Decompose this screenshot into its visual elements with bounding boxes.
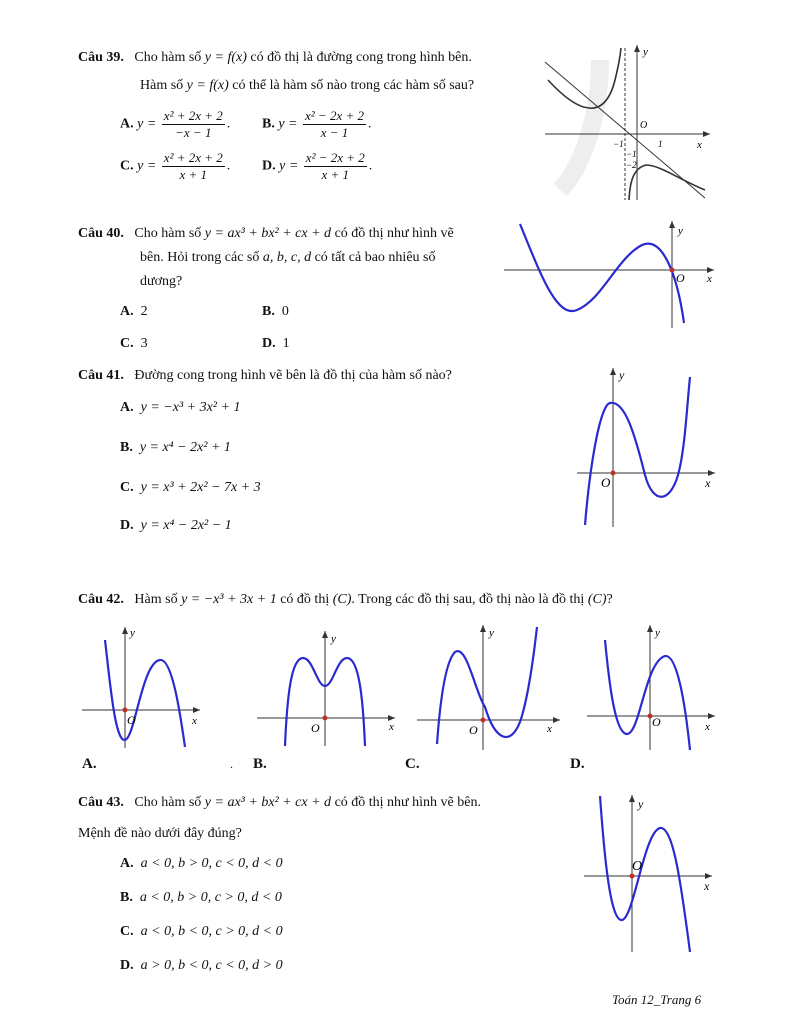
svg-text:x: x	[705, 476, 711, 490]
q43-option-d[interactable]: D. a > 0, b < 0, c < 0, d > 0	[120, 958, 283, 973]
svg-text:−1: −1	[613, 139, 624, 149]
svg-text:x: x	[192, 715, 197, 727]
svg-text:y: y	[643, 46, 648, 58]
q41-option-a[interactable]: A. y = −x³ + 3x² + 1	[120, 400, 241, 415]
q39-graph	[540, 40, 715, 202]
q42-option-c[interactable]: C.	[405, 756, 420, 772]
q42-stray-dot: .	[230, 757, 233, 771]
q41-option-b[interactable]: B. y = x⁴ − 2x² + 1	[120, 440, 231, 455]
svg-text:O: O	[676, 271, 685, 285]
q42-graph-b[interactable]	[255, 628, 400, 748]
q42-option-d[interactable]: D.	[570, 756, 585, 772]
q40-option-d[interactable]: D. 1	[262, 336, 290, 351]
q40-line2: bên. Hỏi trong các số a, b, c, d có tất cả bao nhiêu số	[140, 250, 436, 265]
svg-text:x: x	[389, 721, 394, 733]
svg-text:x: x	[547, 723, 552, 735]
q42-option-a[interactable]: A.	[82, 756, 97, 772]
q39-line2: Hàm số y = f(x) có thể là hàm số nào trong các hàm số sau?	[140, 78, 475, 93]
q39-option-d[interactable]: D. y = $\frac{\text{x² − 2x + 2}}{x + 1}$ .	[262, 150, 373, 182]
svg-text:x: x	[704, 879, 710, 893]
svg-text:O: O	[640, 120, 648, 131]
q43-option-b[interactable]: B. a < 0, b > 0, c > 0, d < 0	[120, 890, 282, 905]
svg-text:x: x	[697, 139, 702, 151]
q40-label: Câu 40.	[78, 226, 124, 241]
q43-option-a[interactable]: A. a < 0, b > 0, c < 0, d < 0	[120, 856, 283, 871]
svg-text:O: O	[632, 859, 643, 874]
svg-text:O: O	[311, 721, 320, 735]
q41-graph	[575, 365, 720, 530]
q39-line1: Câu 39. Cho hàm số y = f(x) có đồ thị là đường cong trong hình bên.	[78, 50, 472, 65]
q42-func: y = −x³ + 3x + 1	[181, 592, 277, 607]
q40-option-a[interactable]: A. 2	[120, 304, 148, 319]
q42-line1: Câu 42. Hàm số y = −x³ + 3x + 1 có đồ thị (C). Trong các đồ thị sau, đồ thị nào là đồ thị (C)?	[78, 592, 613, 607]
svg-text:O: O	[652, 715, 661, 729]
q42-label: Câu 42.	[78, 592, 124, 607]
q42-graph-d[interactable]	[585, 622, 720, 752]
q42-graph-a[interactable]	[80, 622, 205, 750]
svg-text:y: y	[489, 627, 494, 639]
q39-option-b[interactable]: B. y = $\frac{\text{x² − 2x + 2}}{x - 1}$ .	[262, 108, 372, 140]
svg-text:−2: −2	[626, 160, 637, 170]
svg-text:y: y	[655, 627, 660, 639]
q41-line1: Câu 41. Đường cong trong hình vẽ bên là đồ thị của hàm số nào?	[78, 368, 452, 383]
svg-text:1: 1	[658, 139, 663, 149]
svg-text:y: y	[619, 368, 625, 382]
page-footer: Toán 12_Trang 6	[612, 992, 702, 1007]
q40-option-b[interactable]: B. 0	[262, 304, 289, 319]
svg-text:O: O	[469, 723, 478, 737]
q39-func: y = f(x)	[204, 50, 247, 65]
svg-text:x: x	[707, 273, 712, 285]
q40-graph	[502, 218, 717, 330]
q39-label: Câu 39.	[78, 50, 124, 65]
q40-line3: dương?	[140, 274, 183, 289]
svg-text:O: O	[601, 475, 611, 490]
svg-text:y: y	[678, 225, 683, 237]
svg-text:−1: −1	[626, 149, 637, 159]
q39-option-c[interactable]: C. y = $\frac{\text{x² + 2x + 2}}{x + 1}$ .	[120, 150, 231, 182]
q42-graph-c[interactable]	[415, 622, 565, 752]
q40-line1: Câu 40. Cho hàm số y = ax³ + bx² + cx + d có đồ thị như hình vẽ	[78, 226, 454, 241]
q43-label: Câu 43.	[78, 795, 124, 810]
svg-text:x: x	[705, 721, 710, 733]
q41-option-d[interactable]: D. y = x⁴ − 2x² − 1	[120, 518, 232, 533]
q40-func: y = ax³ + bx² + cx + d	[204, 226, 332, 241]
svg-text:O: O	[127, 713, 136, 727]
svg-text:y: y	[638, 797, 644, 811]
q43-line1: Câu 43. Cho hàm số y = ax³ + bx² + cx + d có đồ thị như hình vẽ bên.	[78, 795, 481, 810]
svg-text:y: y	[331, 633, 336, 645]
q41-label: Câu 41.	[78, 368, 124, 383]
q41-option-c[interactable]: C. y = x³ + 2x² − 7x + 3	[120, 480, 261, 495]
q43-line2: Mệnh đề nào dưới đây đúng?	[78, 826, 242, 841]
q39-option-a[interactable]: A. y = $\frac{\text{x² + 2x + 2}}{-x - 1}$ .	[120, 108, 231, 140]
q42-option-b[interactable]: B.	[253, 756, 267, 772]
svg-text:y: y	[130, 627, 135, 639]
q43-func: y = ax³ + bx² + cx + d	[204, 795, 332, 810]
q43-option-c[interactable]: C. a < 0, b < 0, c > 0, d < 0	[120, 924, 283, 939]
q40-option-c[interactable]: C. 3	[120, 336, 148, 351]
q43-graph	[582, 792, 717, 954]
